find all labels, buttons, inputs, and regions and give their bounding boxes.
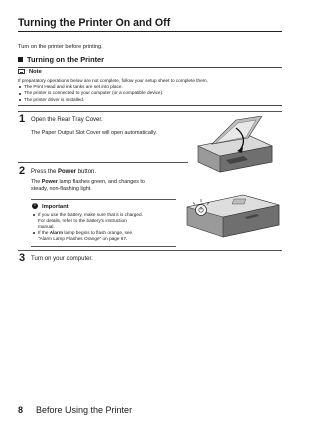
important-item-2-bold: Alarm [49, 230, 64, 235]
step-1-subtext: The Paper Output Slot Cover will open automatically. [31, 130, 158, 136]
printer-open-cover-illustration [192, 116, 282, 178]
important-item-1-line-2: For details, refer to the battery's instruction [38, 218, 127, 223]
footer-section-title: Before Using the Printer [36, 405, 133, 415]
important-item-1 [32, 212, 182, 230]
step-2-text [31, 169, 96, 175]
section-heading [18, 55, 104, 64]
important-item-2-line-2: "Alarm Lamp Flashes Orange" on page 67. [38, 236, 128, 241]
note-label-text: Note [29, 69, 42, 75]
note-icon [18, 69, 25, 74]
page-number: 8 [18, 405, 24, 415]
step-2-subtext [31, 179, 171, 194]
important-label-text: Important [42, 204, 69, 210]
important-label [32, 203, 69, 210]
note-lead: If preparatory operations below are not complete, follow your setup sheet to complete them. [18, 78, 208, 83]
step-1-rule [18, 111, 282, 112]
note-bottom-rule [18, 105, 282, 106]
important-item-2-pre: If the [38, 230, 50, 235]
note-item: The printer driver is installed. [18, 97, 284, 103]
square-bullet-icon [18, 57, 23, 62]
step-1-text: Open the Rear Tray Cover. [31, 117, 103, 123]
step-2-sub-pre: The [31, 179, 42, 185]
step-2-sub-bold: Power [41, 179, 58, 185]
important-item-1-line-1: If you use the battery, make sure that it is charged. [38, 212, 143, 217]
important-body [32, 212, 182, 242]
note-label [18, 69, 42, 75]
important-item-2 [32, 230, 182, 242]
warning-icon [32, 203, 38, 209]
step-2-sub-line1: lamp flashes green, and changes to [57, 179, 145, 185]
step-1-number: 1 [19, 113, 26, 125]
important-item-1-line-3: manual. [38, 224, 55, 229]
step-3-rule [18, 250, 282, 251]
step-2-number: 2 [19, 165, 26, 177]
step-3-number: 3 [19, 252, 26, 264]
printer-power-button-illustration [183, 185, 283, 241]
note-body [18, 78, 284, 103]
title-rule [18, 31, 282, 32]
step-3-text: Turn on your computer. [31, 256, 93, 262]
step-2-text-post: button. [76, 169, 97, 175]
important-bottom-rule [31, 246, 176, 247]
important-item-2-post: lamp begins to flash orange, see [63, 230, 133, 235]
step-2-sub-line2: steady, non-flashing light. [31, 186, 92, 193]
step-2-text-bold: Power [58, 169, 77, 175]
note-item: The Print Head and ink tanks are set into place. [18, 84, 284, 90]
page-title: Turning the Printer On and Off [18, 17, 171, 29]
intro-text: Turn on the printer before printing. [18, 44, 103, 50]
section-heading-text: Turning on the Printer [27, 55, 105, 64]
note-top-rule [18, 67, 282, 68]
page-footer [18, 405, 132, 415]
note-item: The printer is connected to your computer (or a compatible device). [18, 90, 284, 96]
step-2-text-pre: Press the [31, 169, 59, 175]
important-top-rule [31, 199, 176, 200]
step-2-rule [18, 162, 188, 163]
